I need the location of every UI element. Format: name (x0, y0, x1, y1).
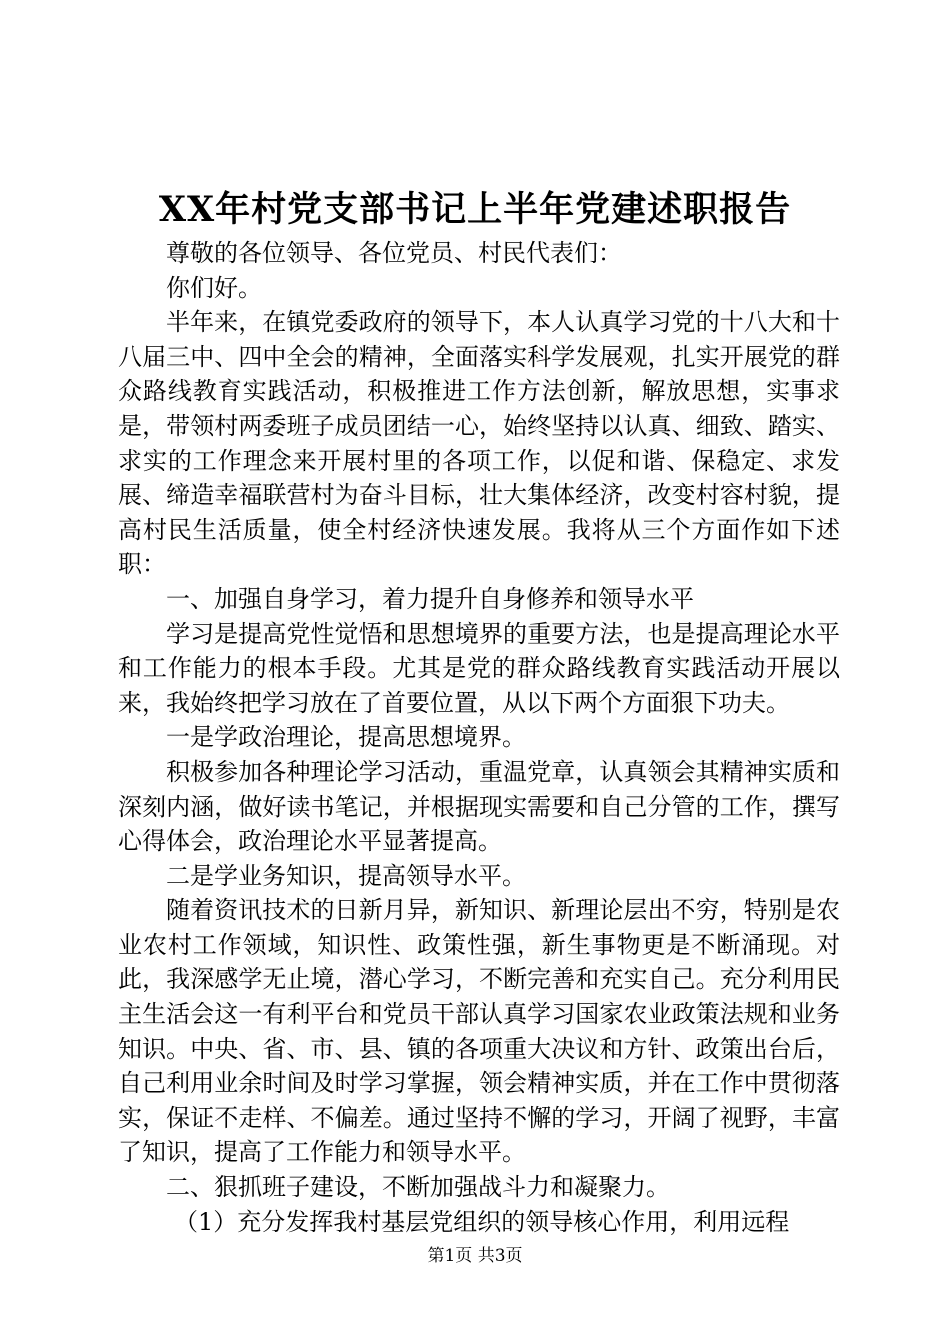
subheading: 一是学政治理论，提高思想境界。 (166, 723, 526, 752)
paragraph: 随着资讯技术的日新月异，新知识、新理论层出不穷，特别是农业农村工作领域，知识性、政策性强，新生事物更是不断涌现。对此，我深感学无止境，潜心学习，不断完善和充实自己。充分利用民主生活会这一有利平台和党员干部认真学习国家农业政策法规和业务知识。中央、省、市、县、镇的各项重大决议和方针、政策出台后，自己利用业余时间及时学习掌握，领会精神实质，并在工作中贯彻落实，保证不走样、不偏差。通过坚持不懈的学习，开阔了视野，丰富了知识，提高了工作能力和领导水平。 (118, 896, 840, 1167)
paragraph: （1）充分发挥我村基层党组织的领导核心作用，利用远程 (174, 1207, 790, 1236)
section-heading-1: 一、加强自身学习，着力提升自身修养和领导水平 (166, 584, 694, 613)
document-title: XX年村党支部书记上半年党建述职报告 (158, 189, 792, 230)
subheading: 二是学业务知识，提高领导水平。 (166, 861, 526, 890)
greeting: 你们好。 (166, 273, 262, 302)
paragraph: 学习是提高党性觉悟和思想境界的重要方法，也是提高理论水平和工作能力的根本手段。尤其是党的群众路线教育实践活动开展以来，我始终把学习放在了首要位置，从以下两个方面狠下功夫。 (118, 619, 840, 717)
intro-paragraph: 半年来，在镇党委政府的领导下，本人认真学习党的十八大和十八届三中、四中全会的精神，全面落实科学发展观，扎实开展党的群众路线教育实践活动，积极推进工作方法创新，解放思想，实事求是，带领村两委班子成员团结一心，始终坚持以认真、细致、踏实、求实的工作理念来开展村里的各项工作，以促和谐、保稳定、求发展、缔造幸福联营村为奋斗目标，壮大集体经济，改变村容村貌，提高村民生活质量，使全村经济快速发展。我将从三个方面作如下述职： (118, 308, 840, 579)
document-body (118, 236, 840, 1239)
paragraph: 积极参加各种理论学习活动，重温党章，认真领会其精神实质和深刻内涵，做好读书笔记，并根据现实需要和自己分管的工作，撰写心得体会，政治理论水平显著提高。 (118, 757, 840, 856)
page-footer: 第1页 共3页 (427, 1246, 523, 1266)
section-heading-2: 二、狠抓班子建设，不断加强战斗力和凝聚力。 (166, 1173, 670, 1202)
salutation: 尊敬的各位领导、各位党员、村民代表们： (166, 239, 622, 267)
